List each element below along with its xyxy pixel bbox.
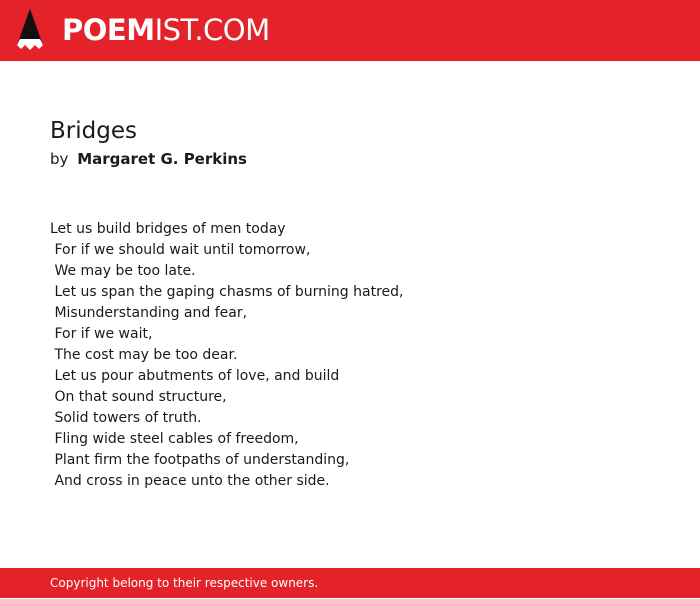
byline: [50, 148, 247, 170]
poem-line: We may be too late.: [50, 263, 196, 279]
poem-line: For if we wait,: [50, 326, 153, 342]
poem-line: Let us pour abutments of love, and build: [50, 368, 340, 384]
author-name: Margaret G. Perkins: [77, 150, 247, 168]
poem-line: The cost may be too dear.: [50, 347, 238, 363]
pencil-tip-icon[interactable]: [17, 9, 43, 51]
copyright-text: Copyright belong to their respective owners.: [50, 576, 319, 590]
poem-title: Bridges: [50, 118, 137, 144]
poem-line: Misunderstanding and fear,: [50, 305, 248, 321]
poem-line: Solid towers of truth.: [50, 410, 202, 426]
poem-line: Let us build bridges of men today: [50, 221, 286, 237]
poem-line: On that sound structure,: [50, 389, 227, 405]
poem-line: For if we should wait until tomorrow,: [50, 242, 311, 258]
poem-body: [50, 219, 650, 492]
site-footer: [0, 568, 700, 598]
logo-light-text: IST.COM: [154, 13, 270, 47]
poem-line: Fling wide steel cables of freedom,: [50, 431, 299, 447]
poem-line: And cross in peace unto the other side.: [50, 473, 330, 489]
site-logo[interactable]: [62, 10, 270, 50]
poem-line: Let us span the gaping chasms of burning hatred,: [50, 284, 404, 300]
logo-bold-text: POEM: [62, 13, 155, 47]
by-label: by: [50, 150, 69, 168]
poem-line: Plant firm the footpaths of understanding,: [50, 452, 350, 468]
site-header: [0, 0, 700, 61]
